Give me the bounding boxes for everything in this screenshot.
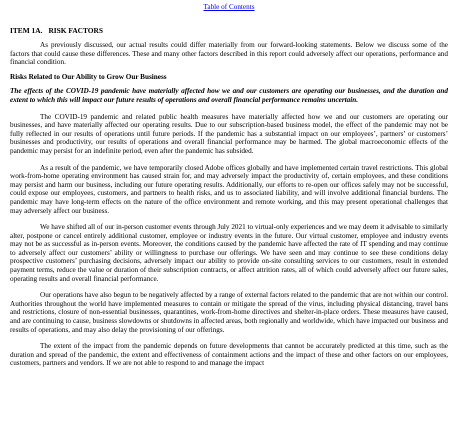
body-paragraph-4: Our operations have also begun to be negatively affected by a range of external factors related to the pandemic that are not within our control. Authorities throughout the world have implemented measures to contain or mitigate the spread of the virus, including physical distancing, travel bans and restrictions, closure of non-essential businesses, quarantines, work-from-home directives and shelter-in-place orders. These measures have caused, and are continuing to cause, business slowdowns or shutdowns in affected areas, both regionally and worldwide, which have impacted our business and results of operations, and may also delay the provisioning of our offerings. xyxy=(10,291,449,334)
table-of-contents-link[interactable]: Table of Contents xyxy=(203,3,255,11)
section-heading: Risks Related to Our Ability to Grow Our Business xyxy=(10,72,167,81)
item-number: ITEM 1A. xyxy=(10,26,43,35)
lead-risk-statement: The effects of the COVID-19 pandemic have materially affected how we and our customers are operating our businesses, and the duration and extent to which this will impact our future results of operations and overall financial performance remains uncertain. xyxy=(10,87,448,104)
body-paragraph-3: We have shifted all of our in-person customer events through July 2021 to virtual-only experiences and we may deem it advisable to similarly alter, postpone or cancel entirely additional customer, employee or industry events in the future. Our virtual customer, employee and industry events may not be as successful as in-person events. Moreover, the conditions caused by the pandemic have affected the rate of IT spending and may continue to adversely affect our customers’ ability or willingness to purchase our offerings. We have seen and may continue to see these conditions delay prospective customers’ purchasing decisions, adversely impact our ability to provide on-site consulting services to our customers, result in extended payment terms, reduce the value or duration of their subscription contracts, or affect attrition rates, all of which could adversely affect our future sales, operating results and overall financial performance. xyxy=(10,223,448,283)
item-title: RISK FACTORS xyxy=(48,26,104,35)
item-heading xyxy=(10,26,448,35)
body-paragraph-5: The extent of the impact from the pandemic depends on future developments that cannot be accurately predicted at this time, such as the duration and spread of the pandemic, the extent and effectiveness of containment actions and the impact of these and other factors on our employees, customers, partners and vendors. If we are not able to respond to and manage the impact xyxy=(10,342,448,368)
body-paragraph-2: As a result of the pandemic, we have temporarily closed Adobe offices globally and have implemented certain travel restrictions. This global work-from-home operating environment has caused strain for, and may adversely impact the productivity of, certain employees, and these conditions may persist and harm our business, including our future operating results. Additionally, our efforts to re-open our offices safely may not be successful, could expose our employees, customers, and partners to health risks, and us to associated liability, and will involve additional financial burdens. The pandemic may have long-term effects on the nature of the office environment and remote working, and this may present operational challenges that may adversely affect our business. xyxy=(10,163,448,215)
body-paragraph-1: The COVID-19 pandemic and related public health measures have materially affected how we and our customers are operating our businesses, and have materially affected our operating results. Due to our subscription-based business model, the effect of the pandemic may not be fully reflected in our results of operations until future periods. If the pandemic has a substantial impact on our employees’, partners’ or customers’ businesses and productivity, our results of operations and overall financial performance may be harmed. The global macroeconomic effects of the pandemic may persist for an indefinite period, even after the pandemic has subsided. xyxy=(10,112,448,155)
intro-paragraph: As previously discussed, our actual results could differ materially from our forward-looking statements. Below we discuss some of the factors that could cause these differences. These and many other factors described in this report could adversely affect our operations, performance and financial condition. xyxy=(10,41,448,67)
